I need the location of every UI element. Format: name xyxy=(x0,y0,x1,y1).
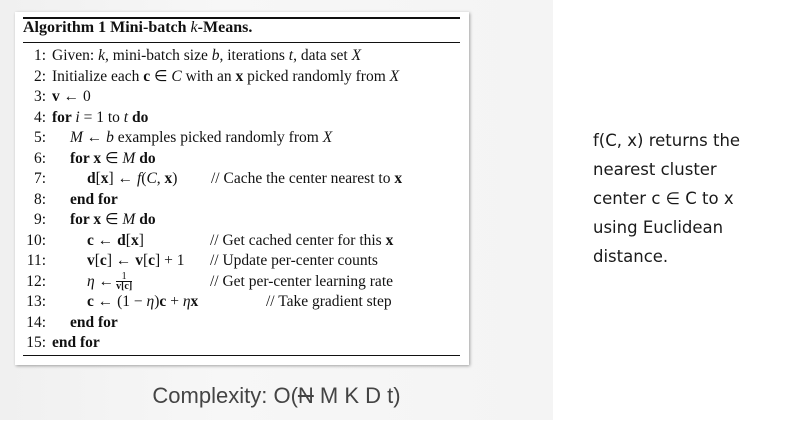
code-token: M xyxy=(122,149,136,167)
code-token: ] + 1 xyxy=(155,252,185,269)
code-token: do xyxy=(135,211,156,228)
line-number: 13: xyxy=(26,293,46,310)
algorithm-line xyxy=(15,169,469,190)
code-token: v xyxy=(87,252,95,269)
code-token: end for xyxy=(52,334,100,351)
code-token: b xyxy=(211,47,220,64)
title-prefix: Algorithm 1 Mini-batch xyxy=(23,19,191,36)
algorithm-lines xyxy=(15,46,469,354)
code-token: X xyxy=(322,129,333,146)
line-code xyxy=(52,67,399,88)
code-token: c xyxy=(99,252,107,269)
code-token: end for xyxy=(70,313,118,331)
code-token: = 1 to xyxy=(79,108,124,126)
code-token: x xyxy=(394,170,403,187)
code-token: for x xyxy=(70,149,102,167)
fraction xyxy=(116,272,132,291)
complexity-label xyxy=(0,383,553,409)
complexity-suffix: M K D t) xyxy=(313,383,401,408)
code-token: η xyxy=(182,293,191,310)
code-token: η xyxy=(146,293,155,310)
line-number: 5: xyxy=(33,129,46,146)
algorithm-line xyxy=(15,128,469,149)
line-code xyxy=(87,251,184,272)
algorithm-line xyxy=(15,231,469,252)
complexity-prefix: Complexity: O( xyxy=(152,383,298,408)
note-line: center c ∈ C to x xyxy=(593,189,734,208)
code-token: // Cache the center nearest to xyxy=(211,170,395,187)
code-token: d xyxy=(117,231,126,249)
algorithm-line xyxy=(15,313,469,334)
mid-rule xyxy=(23,42,460,43)
line-comment xyxy=(210,231,393,252)
title-var: k xyxy=(190,19,198,36)
code-token: t xyxy=(123,108,129,126)
code-token: with an xyxy=(181,67,236,85)
code-token: , mini-batch size xyxy=(104,47,212,64)
line-number: 1: xyxy=(33,47,46,64)
line-code xyxy=(87,169,177,190)
code-token: , data set xyxy=(293,47,352,64)
code-token: ← 0 xyxy=(59,88,91,105)
code-token: c xyxy=(87,293,94,310)
line-number: 2: xyxy=(33,67,46,85)
code-token: M xyxy=(70,129,83,146)
code-token: x xyxy=(164,170,173,187)
line-number: 11: xyxy=(26,252,46,269)
line-number: 8: xyxy=(33,190,46,208)
note-line: f(C, x) returns the xyxy=(593,131,741,150)
code-token: ∈ xyxy=(101,211,123,228)
code-token: // Get per-center learning rate xyxy=(210,272,394,290)
code-token: do xyxy=(135,149,156,167)
line-comment xyxy=(211,169,402,190)
note-line: using Euclidean xyxy=(593,218,724,237)
line-comment xyxy=(210,272,393,293)
code-token: [ xyxy=(125,231,131,249)
code-token: i xyxy=(75,108,80,126)
code-token: ← (1 − xyxy=(93,293,147,310)
code-token: k xyxy=(98,47,105,64)
title-suffix: -Means. xyxy=(197,19,253,36)
algorithm-line xyxy=(15,87,469,108)
algorithm-line xyxy=(15,46,469,67)
code-token: C xyxy=(171,67,182,85)
code-token: [ xyxy=(95,170,101,187)
code-token: + xyxy=(166,293,183,310)
code-token: f xyxy=(136,170,142,187)
code-token: c xyxy=(87,231,94,249)
code-token: t xyxy=(288,47,294,64)
code-token: ] xyxy=(138,231,144,249)
code-token: v xyxy=(135,252,143,269)
code-token: ] ← xyxy=(106,252,136,269)
line-code xyxy=(70,313,118,334)
algorithm-line xyxy=(15,190,469,211)
code-token: Initialize each xyxy=(52,67,144,85)
algorithm-line xyxy=(15,272,469,293)
code-token: ( xyxy=(141,170,147,187)
code-token: // Update per-center counts xyxy=(210,252,378,269)
algorithm-line xyxy=(15,210,469,231)
note-line: distance. xyxy=(593,247,669,266)
code-token: d xyxy=(87,170,96,187)
line-number: 6: xyxy=(33,149,46,167)
code-token: c xyxy=(148,252,156,269)
code-token: picked randomly from xyxy=(243,67,390,85)
code-token: // Take gradient step xyxy=(266,293,392,310)
complexity-struck-n: N xyxy=(297,383,314,408)
algorithm-line xyxy=(15,149,469,170)
code-token: ] ← xyxy=(108,170,137,187)
line-code xyxy=(52,333,100,354)
fraction-denominator: v[c] xyxy=(116,281,133,293)
line-code xyxy=(70,210,156,231)
algorithm-line xyxy=(15,67,469,88)
line-code xyxy=(87,272,132,293)
line-comment xyxy=(210,251,378,272)
fraction-numerator: 1 xyxy=(116,272,132,282)
code-token: x xyxy=(190,293,199,310)
code-token: M xyxy=(122,211,136,228)
code-token: , xyxy=(156,170,165,187)
code-token: for xyxy=(52,108,76,126)
code-token: [ xyxy=(94,252,100,269)
code-token: end for xyxy=(70,190,118,208)
code-token: // Get cached center for this xyxy=(210,231,386,249)
algorithm-line xyxy=(15,333,469,354)
code-token: ← xyxy=(82,129,107,146)
line-number: 3: xyxy=(33,88,46,105)
explanation-note xyxy=(593,126,740,271)
code-token: do xyxy=(128,108,149,126)
algorithm-line xyxy=(15,251,469,272)
code-token: X xyxy=(351,47,362,64)
line-code xyxy=(70,190,118,211)
line-code xyxy=(52,87,91,108)
code-token: x xyxy=(130,231,139,249)
algorithm-box xyxy=(15,12,469,365)
line-number: 9: xyxy=(33,211,46,228)
code-token: x xyxy=(100,170,109,187)
code-token: b xyxy=(106,129,114,146)
code-token: ∈ xyxy=(150,67,172,85)
code-token: C xyxy=(146,170,157,187)
line-code xyxy=(87,231,144,252)
algorithm-title xyxy=(23,19,252,37)
line-code xyxy=(87,292,198,313)
code-token: x xyxy=(235,67,244,85)
code-token: ) xyxy=(154,293,160,310)
code-token: η xyxy=(87,272,95,290)
line-number: 14: xyxy=(26,313,46,331)
line-number: 7: xyxy=(33,170,46,187)
code-token: X xyxy=(389,67,400,85)
line-number: 10: xyxy=(26,231,46,249)
code-token: c xyxy=(143,67,151,85)
code-token: c xyxy=(159,293,167,310)
code-token: Given: xyxy=(52,47,99,64)
line-code xyxy=(52,46,361,67)
algorithm-line xyxy=(15,292,469,313)
line-code xyxy=(70,149,156,170)
bottom-rule xyxy=(23,355,460,356)
line-number: 12: xyxy=(26,272,46,290)
code-token: ) xyxy=(172,170,178,187)
code-token: ← xyxy=(93,231,118,249)
line-number: 15: xyxy=(26,334,46,351)
code-token: examples picked randomly from xyxy=(113,129,323,146)
algorithm-line xyxy=(15,108,469,129)
code-token: ∈ xyxy=(101,149,123,167)
line-code xyxy=(52,108,148,129)
code-token: [ xyxy=(142,252,149,269)
line-comment xyxy=(266,292,392,313)
line-code xyxy=(70,128,332,149)
code-token: , iterations xyxy=(219,47,289,64)
code-token: x xyxy=(385,231,394,249)
code-token: v xyxy=(52,88,60,105)
note-line: nearest cluster xyxy=(593,160,717,179)
code-token: ← xyxy=(94,272,115,290)
code-token: for x xyxy=(70,211,102,228)
line-number: 4: xyxy=(33,108,46,126)
